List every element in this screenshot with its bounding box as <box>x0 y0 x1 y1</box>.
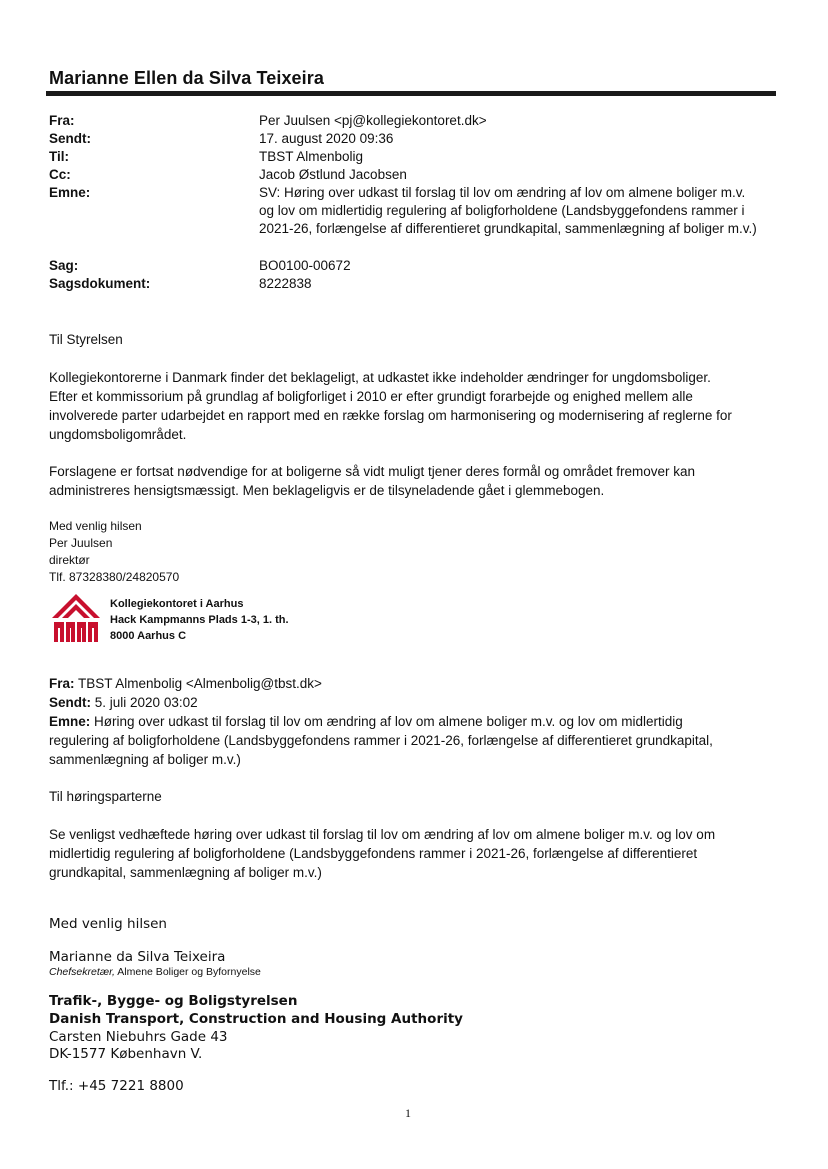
signer-title-department: Almene Boliger og Byfornyelse <box>114 966 261 978</box>
case-label: Sag: <box>49 258 79 273</box>
reply-p2-line2: administreres hensigtsmæssigt. Men beklageligvis er de tilsyneladende gået i glemmebogen. <box>49 483 605 498</box>
reply-p1-line4: ungdomsboligområdet. <box>49 427 187 442</box>
case-doc-label: Sagsdokument: <box>49 276 151 291</box>
sent-value: 17. august 2020 09:36 <box>259 131 394 146</box>
original-subject-value-1: Høring over udkast til forslag til lov om ændring af lov om almene boliger m.v. og lov om midlertidig <box>94 714 683 729</box>
title-divider <box>46 91 776 96</box>
reply-greeting: Til Styrelsen <box>49 332 123 347</box>
logo-shapes <box>52 594 100 642</box>
agency-address-line1: Carsten Niebuhrs Gade 43 <box>49 1029 228 1045</box>
original-sent-line <box>49 693 784 712</box>
reply-p1-line1: Kollegiekontorerne i Danmark finder det beklageligt, at udkastet ikke indeholder ændringer for ungdomsboliger. <box>49 370 711 385</box>
original-signer-name: Marianne da Silva Teixeira <box>49 949 226 965</box>
reply-p1-line2: Efter et kommissorium på grundlag af boligforliget i 2010 er efter grundigt forarbejde og enighed mellem alle <box>49 389 693 404</box>
sent-label: Sendt: <box>49 131 91 146</box>
original-subject-line1 <box>49 712 784 731</box>
agency-phone: Tlf.: +45 7221 8800 <box>49 1078 184 1094</box>
original-sent-value: 5. juli 2020 03:02 <box>94 695 198 710</box>
to-value: TBST Almenbolig <box>259 149 364 164</box>
original-body-line3: grundkapital, sammenlægning af boliger m.v.) <box>49 865 322 880</box>
subject-line-2: og lov om midlertidig regulering af boligforholdene (Landsbyggefondens rammer i <box>259 203 745 218</box>
cc-label: Cc: <box>49 167 71 182</box>
org-name: Kollegiekontoret i Aarhus <box>110 598 244 610</box>
original-subject-line2: regulering af boligforholdene (Landsbyggefondens rammer i 2021-26, forlængelse af differentieret grundkapital, <box>49 733 713 748</box>
reply-p2-line1: Forslagene er fortsat nødvendige for at boligerne så vidt muligt tjener deres formål og området fremover kan <box>49 464 696 479</box>
original-from-label: Fra: <box>49 676 75 691</box>
original-signer-title <box>49 966 261 978</box>
case-value: BO0100-00672 <box>259 258 351 273</box>
original-from-line <box>49 674 784 693</box>
reply-p1-line3: involverede parter udarbejdet en rapport med en række forslag om harmonisering og modernisering af reglerne for <box>49 408 732 423</box>
subject-line-3: 2021-26, forlængelse af differentieret grundkapital, sammenlægning af boliger m.v.) <box>259 221 757 236</box>
org-address-line2: 8000 Aarhus C <box>110 630 187 642</box>
agency-name-english: Danish Transport, Construction and Housing Authority <box>49 1011 463 1027</box>
original-body-line2: midlertidig regulering af boligforholdene (Landsbyggefondens rammer i 2021-26, forlængelse af differentieret <box>49 846 698 861</box>
signer-title-italic: Chefsekretær, <box>49 966 115 978</box>
original-subject-label: Emne: <box>49 714 91 729</box>
original-body-line1: Se venligst vedhæftede høring over udkast til forslag til lov om ændring af lov om almene boliger m.v. og lov om <box>49 827 716 842</box>
from-label: Fra: <box>49 113 75 128</box>
reply-signer-phone: Tlf. 87328380/24820570 <box>49 570 180 584</box>
from-value: Per Juulsen <pj@kollegiekontoret.dk> <box>259 113 487 128</box>
agency-address-line2: DK-1577 København V. <box>49 1046 203 1062</box>
case-doc-value: 8222838 <box>259 276 312 291</box>
original-sent-label: Sendt: <box>49 695 91 710</box>
agency-name-danish: Trafik-, Bygge- og Boligstyrelsen <box>49 993 298 1009</box>
reply-closing: Med venlig hilsen <box>49 519 142 533</box>
reply-signer-name: Per Juulsen <box>49 536 113 550</box>
page-number: 1 <box>405 1106 411 1120</box>
org-address-line1: Hack Kampmanns Plads 1-3, 1. th. <box>110 614 289 626</box>
original-subject-line3: sammenlægning af boliger m.v.) <box>49 752 241 767</box>
subject-label: Emne: <box>49 185 91 200</box>
document-title: Marianne Ellen da Silva Teixeira <box>49 68 324 88</box>
reply-signer-role: direktør <box>49 553 90 567</box>
original-from-value: TBST Almenbolig <Almenbolig@tbst.dk> <box>78 676 322 691</box>
to-label: Til: <box>49 149 69 164</box>
subject-line-1: SV: Høring over udkast til forslag til lov om ændring af lov om almene boliger m.v. <box>259 185 746 200</box>
kollegiekontoret-logo-icon <box>50 592 102 642</box>
original-closing: Med venlig hilsen <box>49 916 167 932</box>
original-greeting: Til høringsparterne <box>49 789 162 804</box>
cc-value: Jacob Østlund Jacobsen <box>259 167 407 182</box>
